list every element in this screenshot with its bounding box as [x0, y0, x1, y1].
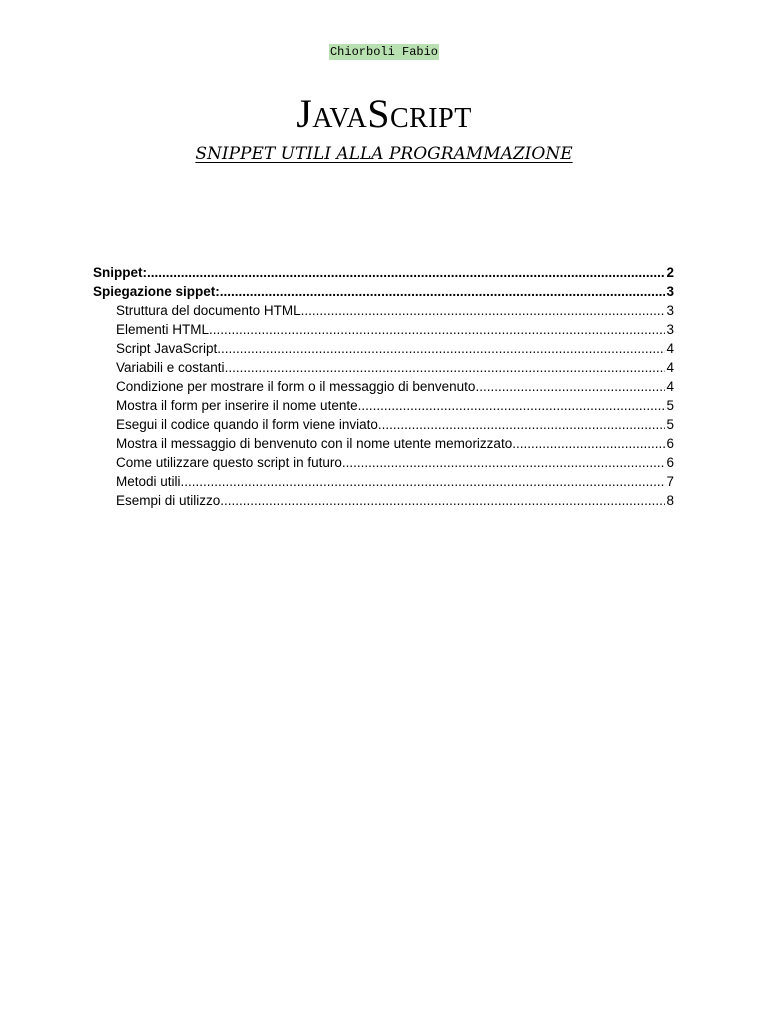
- toc-entry[interactable]: [93, 263, 674, 282]
- toc-entry-page-number: 4: [666, 379, 674, 394]
- toc-entry-page-number: 6: [666, 436, 674, 451]
- toc-dot-leader: [220, 282, 666, 301]
- toc-entry-label: Come utilizzare questo script in futuro: [116, 455, 342, 470]
- toc-entry[interactable]: [93, 282, 674, 301]
- toc-entry[interactable]: [93, 377, 674, 396]
- toc-entry-page-number: 4: [666, 341, 674, 356]
- toc-entry-page-number: 6: [666, 455, 674, 470]
- toc-entry-label: Mostra il form per inserire il nome utente: [116, 398, 358, 413]
- toc-dot-leader: [217, 339, 665, 358]
- toc-entry[interactable]: [93, 358, 674, 377]
- toc-entry-page-number: 8: [666, 493, 674, 508]
- document-subtitle: SNIPPET UTILI ALLA PROGRAMMAZIONE: [195, 144, 573, 164]
- toc-dot-leader: [220, 491, 665, 510]
- toc-entry[interactable]: [93, 320, 674, 339]
- document-title: JavaScript: [296, 91, 472, 136]
- toc-dot-leader: [147, 263, 665, 282]
- toc-entry-page-number: 4: [666, 360, 674, 375]
- toc-entry-page-number: 2: [666, 265, 674, 280]
- toc-entry-label: Script JavaScript: [116, 341, 218, 356]
- toc-dot-leader: [512, 434, 665, 453]
- toc-entry-label: Mostra il messaggio di benvenuto con il nome utente memorizzato: [116, 436, 513, 451]
- author-name: Chiorboli Fabio: [329, 45, 439, 59]
- toc-entry-label: Variabili e costanti: [116, 360, 225, 375]
- author-line: [0, 42, 768, 60]
- toc-dot-leader: [225, 358, 666, 377]
- toc-dot-leader: [342, 453, 666, 472]
- toc-entry[interactable]: [93, 472, 674, 491]
- toc-entry-label: Metodi utili: [116, 474, 181, 489]
- toc-entry-page-number: 7: [666, 474, 674, 489]
- toc-entry-label: Esegui il codice quando il form viene inviato: [116, 417, 378, 432]
- toc-dot-leader: [181, 472, 666, 491]
- toc-entry[interactable]: [93, 491, 674, 510]
- toc-entry[interactable]: [93, 339, 674, 358]
- toc-dot-leader: [301, 301, 666, 320]
- toc-entry-label: Spiegazione sippet:: [93, 284, 220, 299]
- toc-entry-label: Elementi HTML: [116, 322, 210, 337]
- toc-entry-page-number: 3: [666, 284, 674, 299]
- toc-entry[interactable]: [93, 301, 674, 320]
- toc-entry-page-number: 3: [666, 303, 674, 318]
- toc-entry[interactable]: [93, 415, 674, 434]
- toc-entry-page-number: 3: [666, 322, 674, 337]
- toc-entry-label: Snippet:: [93, 265, 147, 280]
- toc-entry-page-number: 5: [666, 398, 674, 413]
- table-of-contents: [93, 263, 674, 510]
- toc-dot-leader: [358, 396, 666, 415]
- toc-entry-label: Esempi di utilizzo: [116, 493, 221, 508]
- toc-dot-leader: [209, 320, 665, 339]
- toc-entry-label: Condizione per mostrare il form o il messaggio di benvenuto: [116, 379, 476, 394]
- toc-dot-leader: [475, 377, 665, 396]
- toc-entry-page-number: 5: [666, 417, 674, 432]
- toc-entry[interactable]: [93, 453, 674, 472]
- toc-entry[interactable]: [93, 396, 674, 415]
- toc-dot-leader: [378, 415, 666, 434]
- toc-entry[interactable]: [93, 434, 674, 453]
- toc-entry-label: Struttura del documento HTML: [116, 303, 301, 318]
